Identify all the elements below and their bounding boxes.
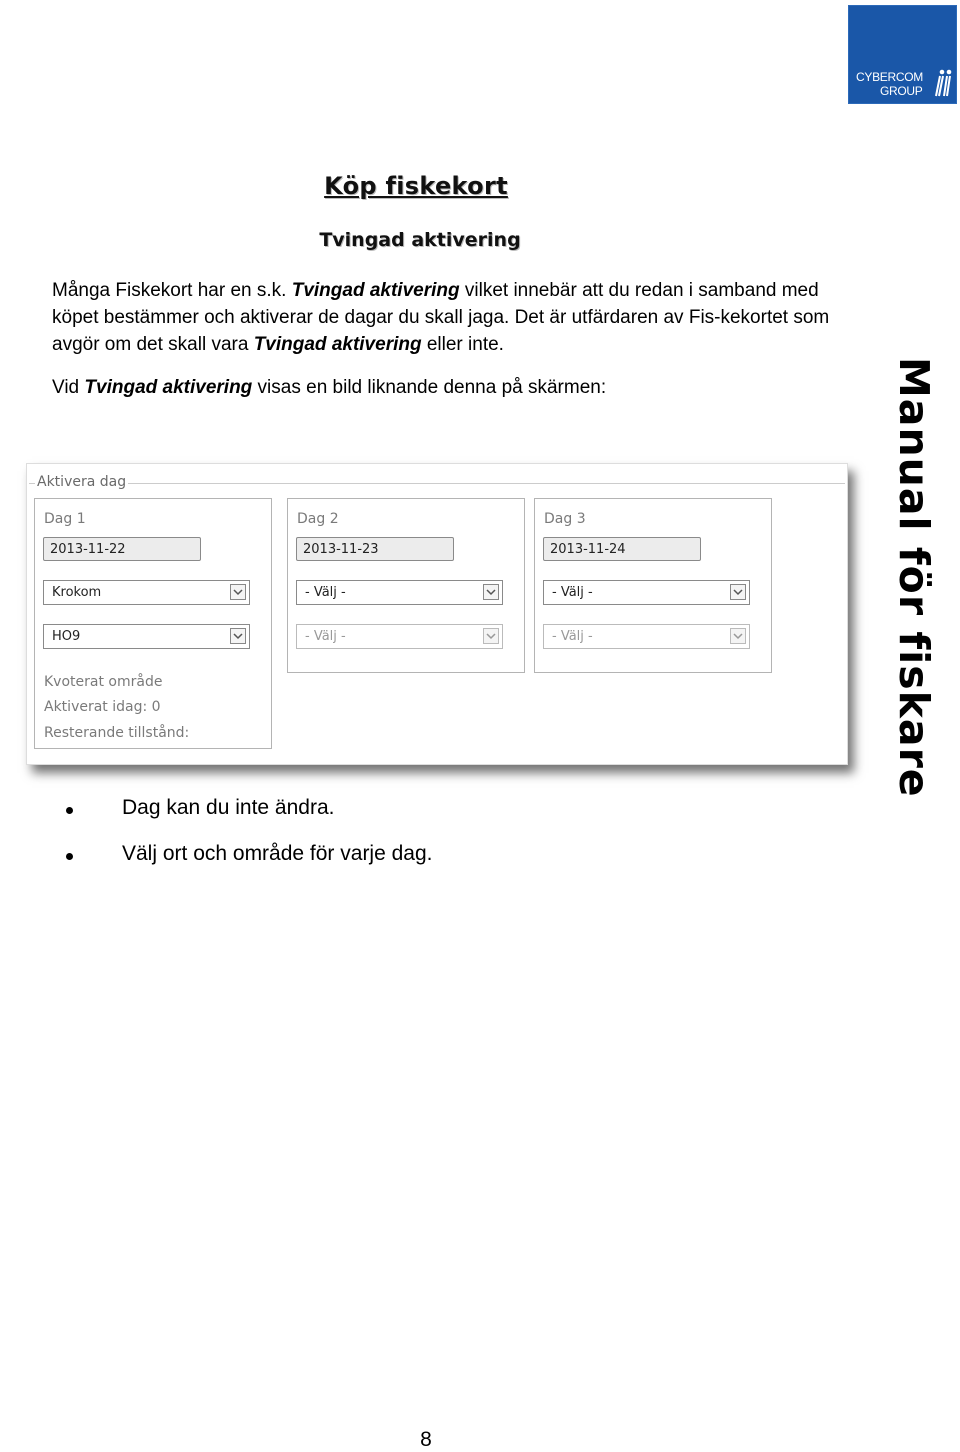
logo-text-line1: CYBERCOM	[856, 70, 923, 84]
cybercom-logo	[848, 5, 957, 104]
date-field: 2013-11-22	[43, 537, 201, 561]
bullet-icon	[66, 807, 73, 814]
page-title: Köp fiskekort	[324, 172, 508, 200]
area-select[interactable]: - Välj -	[296, 624, 503, 649]
list-item: Välj ort och område för varje dag.	[66, 842, 666, 872]
place-select[interactable]: - Välj -	[296, 580, 503, 605]
bullet-icon	[66, 853, 73, 860]
place-select[interactable]: Krokom	[43, 580, 250, 605]
day-label: Dag 2	[297, 511, 339, 527]
quota-area-label: Kvoterat område	[44, 674, 163, 690]
remaining-permits-label: Resterande tillstånd:	[44, 725, 190, 741]
chevron-down-icon[interactable]	[483, 628, 499, 644]
area-select[interactable]: HO9	[43, 624, 250, 649]
manual-side-label: Manual för fiskare	[890, 357, 938, 798]
area-select[interactable]: - Välj -	[543, 624, 750, 649]
logo-figures-icon	[929, 68, 953, 98]
activated-today-label: Aktiverat idag: 0	[44, 699, 161, 715]
page-number: 8	[420, 1428, 432, 1451]
page-subtitle: Tvingad aktivering	[319, 229, 521, 251]
date-field: 2013-11-23	[296, 537, 454, 561]
chevron-down-icon[interactable]	[230, 584, 246, 600]
list-item: Dag kan du inte ändra.	[66, 796, 666, 826]
day-label: Dag 3	[544, 511, 586, 527]
date-field: 2013-11-24	[543, 537, 701, 561]
activation-screenshot	[26, 463, 848, 765]
chevron-down-icon[interactable]	[730, 628, 746, 644]
place-select[interactable]: - Välj -	[543, 580, 750, 605]
day-3-panel	[534, 498, 772, 673]
chevron-down-icon[interactable]	[230, 628, 246, 644]
intro-paragraph: Många Fiskekort har en s.k. Tvingad aktivering vilket innebär att du redan i samband med köpet bestämmer och aktiverar de dagar du skall jaga. Det är utfärdaren av Fis-kekortet som avgör om det skall vara Tvingad aktivering eller inte.	[52, 280, 830, 355]
logo-text-line2: GROUP	[880, 84, 923, 98]
day-2-panel	[287, 498, 525, 673]
fieldset-legend: Aktivera dag	[37, 474, 127, 490]
screen-description-paragraph: Vid Tvingad aktivering visas en bild liknande denna på skärmen:	[52, 377, 607, 398]
chevron-down-icon[interactable]	[483, 584, 499, 600]
day-label: Dag 1	[44, 511, 86, 527]
day-1-panel	[34, 498, 272, 749]
chevron-down-icon[interactable]	[730, 584, 746, 600]
